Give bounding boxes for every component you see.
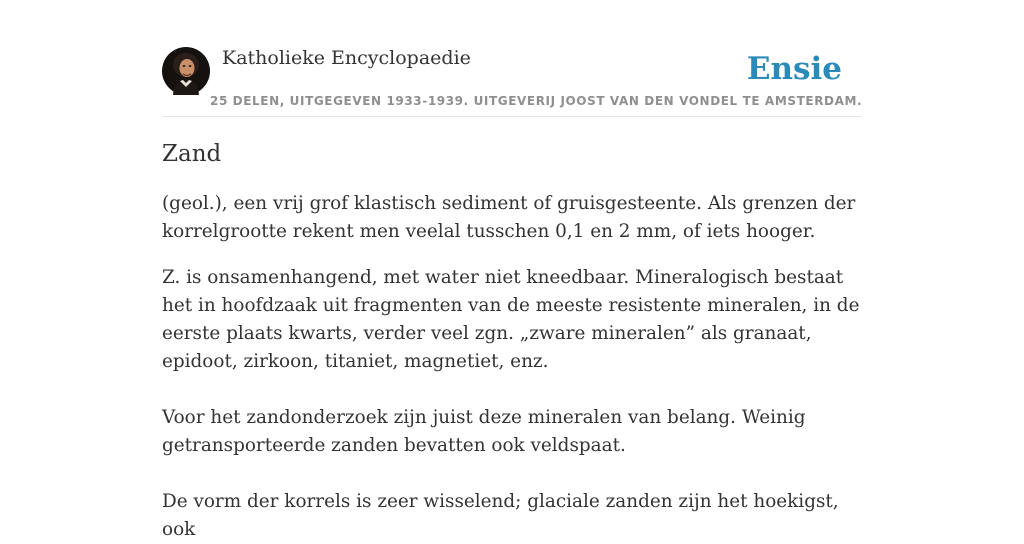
site-header (162, 46, 862, 117)
site-title[interactable]: Katholieke Encyclopaedie (222, 47, 471, 69)
article (162, 138, 864, 544)
article-paragraph: Voor het zandonderzoek zijn juist deze mineralen van belang. Weinig getransporteerde zanden bevatten ook veldspaat. (162, 407, 806, 456)
portrait-avatar-icon[interactable] (162, 47, 210, 95)
article-intro: (geol.), een vrij grof klastisch sediment of gruisgesteente. Als grenzen der korrelgrootte rekent men veelal tusschen 0,1 en 2 mm, of iets hooger. (162, 193, 856, 242)
article-paragraph: De vorm der korrels is zeer wisselend; glaciale zanden zijn het hoekigst, ook (162, 491, 839, 540)
article-title: Zand (162, 141, 222, 167)
article-paragraph: Z. is onsamenhangend, met water niet kneedbaar. Mineralogisch bestaat het in hoofdzaak uit fragmenten van de meeste resistente mineralen, in de eerste plaats kwarts, verder veel zgn. „zware mineralen” als granaat, epidoot, zirkoon, titaniet, magnetiet, enz. (162, 267, 860, 372)
publication-subtitle: 25 DELEN, UITGEGEVEN 1933-1939. UITGEVERIJ JOOST VAN DEN VONDEL TE AMSTERDAM. (210, 94, 863, 108)
ensie-logo-link[interactable]: Ensie (746, 51, 842, 87)
article-body (162, 264, 864, 544)
